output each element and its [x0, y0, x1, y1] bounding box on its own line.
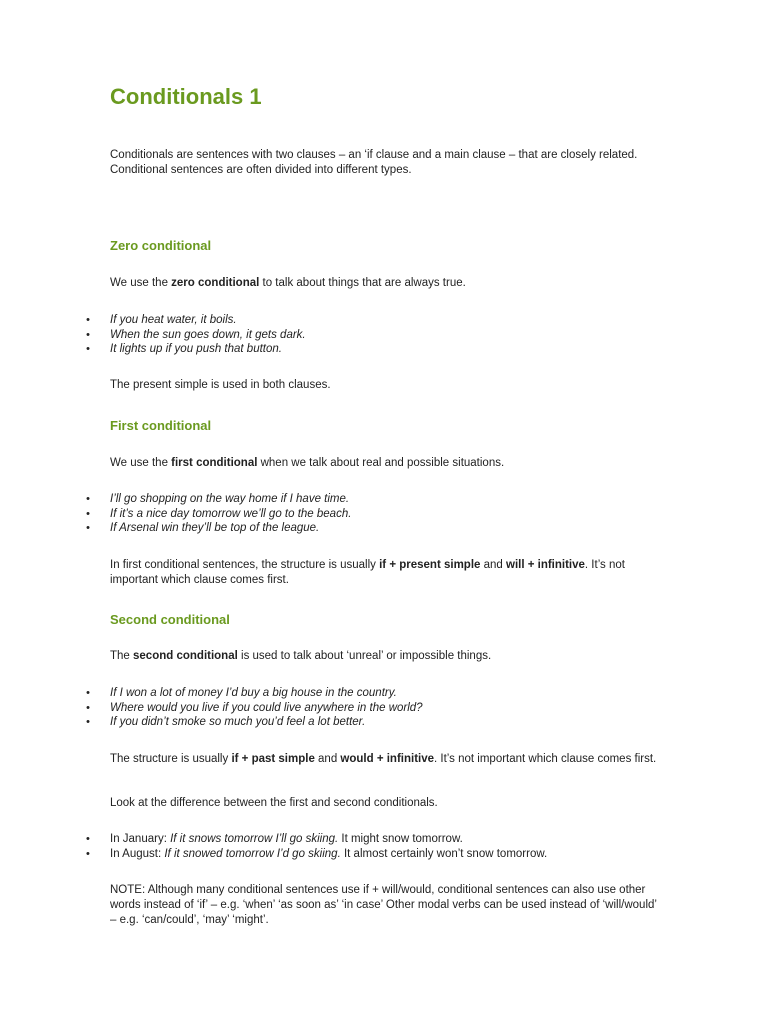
usage-text: when we talk about real and possible situations.: [257, 457, 505, 469]
second-conditional-heading: Second conditional: [110, 612, 230, 627]
second-conditional-structure: [110, 752, 670, 767]
zero-conditional-usage: [110, 276, 670, 291]
list-item: • If you didn’t smoke so much you’d feel a lot better.: [0, 715, 423, 730]
usage-text: is used to talk about ‘unreal’ or impossible things.: [237, 650, 492, 662]
comparison-lead: In August:: [110, 847, 165, 860]
structure-text: The structure is usually: [110, 753, 232, 765]
intro-paragraph: Conditionals are sentences with two clauses – an ‘if clause and a main clause – that are closely related. Conditional sentences are often divided into different types.: [110, 149, 638, 176]
list-item: • It lights up if you push that button.: [0, 342, 306, 357]
structure-text: and: [314, 753, 341, 765]
list-item: • If Arsenal win they’ll be top of the league.: [0, 521, 351, 536]
usage-text: to talk about things that are always true.: [259, 277, 466, 289]
zero-conditional-note: The present simple is used in both clauses.: [110, 379, 331, 391]
list-item: [0, 832, 547, 847]
structure-term: if + present simple: [379, 559, 481, 571]
list-item: • If you heat water, it boils.: [0, 313, 306, 328]
list-item: • When the sun goes down, it gets dark.: [0, 328, 306, 343]
comparison-list: [0, 832, 547, 861]
comparison-example: If it snows tomorrow I’ll go skiing.: [170, 833, 339, 845]
structure-term: if + past simple: [231, 753, 315, 765]
structure-text: In first conditional sentences, the structure is usually: [110, 559, 380, 571]
structure-text: . It’s not important which clause comes first.: [110, 559, 625, 586]
note-paragraph: NOTE: Although many conditional sentences use if + will/would, conditional sentences can also use other words instead of ‘if’ – e.g. ‘when’ ‘as soon as’ ‘in case’ Other modal verbs can be used instead of ‘will/would’ – e.g. ‘can/could’, ‘may’ ‘might’.: [110, 884, 657, 926]
comparison-intro: Look at the difference between the first and second conditionals.: [110, 797, 438, 809]
zero-conditional-examples: [0, 313, 306, 357]
usage-text: We use the: [110, 457, 172, 469]
structure-term: will + infinitive: [506, 559, 585, 571]
second-conditional-examples: [0, 686, 423, 730]
structure-text: and: [480, 559, 506, 571]
comparison-example: If it snowed tomorrow I’d go skiing.: [164, 847, 341, 860]
list-item: • If I won a lot of money I’d buy a big house in the country.: [0, 686, 423, 701]
first-conditional-heading: First conditional: [110, 418, 212, 433]
comparison-tail: It almost certainly won’t snow tomorrow.: [340, 847, 548, 860]
first-conditional-structure: [110, 558, 670, 588]
usage-term: second conditional: [133, 650, 238, 662]
page-title: Conditionals 1: [110, 84, 262, 109]
comparison-lead: In January:: [110, 833, 171, 845]
list-item: [0, 847, 547, 862]
structure-text: . It’s not important which clause comes first.: [434, 753, 657, 765]
list-item: • If it’s a nice day tomorrow we’ll go to the beach.: [0, 507, 351, 522]
usage-text: The: [110, 650, 134, 662]
usage-text: We use the: [110, 277, 172, 289]
usage-term: first conditional: [171, 457, 258, 469]
first-conditional-examples: [0, 492, 351, 536]
usage-term: zero conditional: [171, 277, 260, 289]
first-conditional-usage: [110, 456, 670, 471]
comparison-tail: It might snow tomorrow.: [338, 833, 463, 845]
list-item: • Where would you live if you could live anywhere in the world?: [0, 701, 423, 716]
zero-conditional-heading: Zero conditional: [110, 238, 212, 253]
list-item: • I’ll go shopping on the way home if I have time.: [0, 492, 351, 507]
second-conditional-usage: [110, 649, 670, 664]
structure-term: would + infinitive: [340, 753, 435, 765]
